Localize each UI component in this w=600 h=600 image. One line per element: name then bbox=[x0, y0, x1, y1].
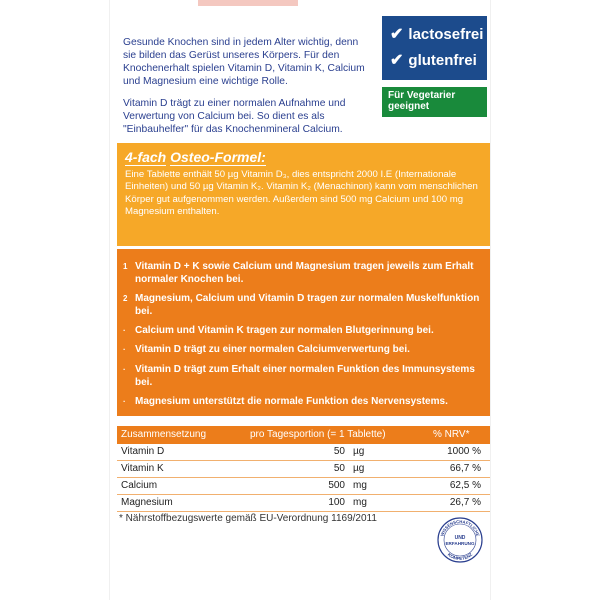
row-amount: 500 bbox=[328, 480, 345, 491]
formula-title-main: Osteo-Formel: bbox=[170, 149, 266, 165]
claim-marker: · bbox=[123, 397, 126, 406]
row-amount: 50 bbox=[333, 463, 345, 474]
row-nrv: 26,7 % bbox=[449, 497, 481, 508]
header-per-portion: pro Tagesportion (= 1 Tablette) bbox=[250, 429, 386, 440]
claim-marker: 2 bbox=[123, 294, 128, 303]
intro-text bbox=[123, 36, 373, 145]
row-name: Vitamin K bbox=[121, 463, 164, 474]
claim-marker: · bbox=[123, 345, 126, 354]
table-header bbox=[117, 426, 490, 444]
intro-paragraph-1: Gesunde Knochen sind in jedem Alter wichtig, denn sie bilden das Gerüst unseres Körpers. Für den Knochenerhalt spielen Vitamin D, Vitamin K, Calcium und Magnesium eine wichtige Rolle. bbox=[123, 37, 365, 87]
row-unit: µg bbox=[353, 463, 365, 474]
row-nrv: 66,7 % bbox=[449, 463, 481, 474]
table-row bbox=[117, 461, 490, 478]
row-unit: µg bbox=[353, 446, 365, 457]
intro-paragraph-2: Vitamin D trägt zu einer normalen Aufnahme und Verwertung von Calcium bei. So dient es als "Einbauhelfer" für das Knochenmineral Calcium. bbox=[123, 98, 346, 135]
claim-marker: · bbox=[123, 326, 126, 335]
glutenfrei-row bbox=[390, 50, 477, 70]
claim-item bbox=[123, 363, 483, 389]
claim-text: Magnesium, Calcium und Vitamin D tragen zur normalen Muskelfunktion bei. bbox=[135, 293, 480, 317]
competence-seal-icon bbox=[437, 517, 483, 563]
lactosefrei-row bbox=[390, 24, 483, 44]
formula-text: Eine Tablette enthält 50 µg Vitamin D₃, dies entspricht 2000 I.E (Internationale Einheiten) und 50 µg Vitamin K₂. Vitamin K₂ (Menachinon) kann vom menschlichen Körper gut aufgenommen werden. Außerdem sind 500 mg Calcium und 100 mg Magnesium enthalten. bbox=[125, 169, 478, 217]
claim-item bbox=[123, 343, 483, 356]
formula-title bbox=[125, 149, 266, 165]
claim-text: Vitamin D trägt zu einer normalen Calciumverwertung bei. bbox=[135, 344, 410, 355]
seal-mid-2: ERFAHRUNG bbox=[445, 541, 475, 546]
seal-top-text: WISSENSCHAFTLICHE bbox=[439, 518, 481, 537]
formula-title-prefix: 4-fach bbox=[125, 149, 167, 165]
row-amount: 100 bbox=[328, 497, 345, 508]
row-name: Calcium bbox=[121, 480, 158, 491]
claim-item bbox=[123, 292, 483, 318]
table-row bbox=[117, 495, 490, 512]
claim-text: Vitamin D + K sowie Calcium und Magnesium tragen jeweils zum Erhalt normaler Knochen bei. bbox=[135, 261, 474, 285]
lactosefrei-label: lactosefrei bbox=[408, 25, 484, 43]
claim-marker: 1 bbox=[123, 262, 128, 271]
row-name: Magnesium bbox=[121, 497, 173, 508]
row-nrv: 1000 % bbox=[447, 446, 481, 457]
claim-text: Magnesium unterstützt die normale Funktion des Nervensystems. bbox=[135, 396, 448, 407]
row-unit: mg bbox=[353, 480, 367, 491]
claim-marker: · bbox=[123, 365, 126, 374]
top-print-strip bbox=[198, 0, 298, 6]
glutenfrei-label: glutenfrei bbox=[408, 51, 477, 69]
nrv-footnote: * Nährstoffbezugswerte gemäß EU-Verordnung 1169/2011 bbox=[119, 513, 377, 524]
header-nrv: % NRV* bbox=[433, 429, 470, 440]
row-nrv: 62,5 % bbox=[449, 480, 481, 491]
check-icon: ✔ bbox=[390, 26, 404, 43]
claim-item bbox=[123, 395, 483, 408]
header-composition: Zusammensetzung bbox=[121, 429, 207, 440]
table-row bbox=[117, 444, 490, 461]
health-claims-panel bbox=[117, 249, 490, 416]
free-from-badge bbox=[382, 16, 487, 80]
seal-mid-1: UND bbox=[454, 535, 466, 541]
claim-item bbox=[123, 324, 483, 337]
seal-bottom-text: KOMPETENZ bbox=[446, 551, 474, 562]
table-row bbox=[117, 478, 490, 495]
check-icon: ✔ bbox=[390, 52, 404, 69]
row-unit: mg bbox=[353, 497, 367, 508]
vegetarian-badge: Für Vegetarier geeignet bbox=[382, 87, 487, 117]
claim-item bbox=[123, 260, 483, 286]
claim-text: Calcium und Vitamin K tragen zur normalen Blutgerinnung bei. bbox=[135, 325, 434, 336]
claim-text: Vitamin D trägt zum Erhalt einer normalen Funktion des Immunsystems bei. bbox=[135, 364, 475, 388]
row-name: Vitamin D bbox=[121, 446, 165, 457]
row-amount: 50 bbox=[333, 446, 345, 457]
osteo-formula-panel bbox=[117, 143, 490, 246]
